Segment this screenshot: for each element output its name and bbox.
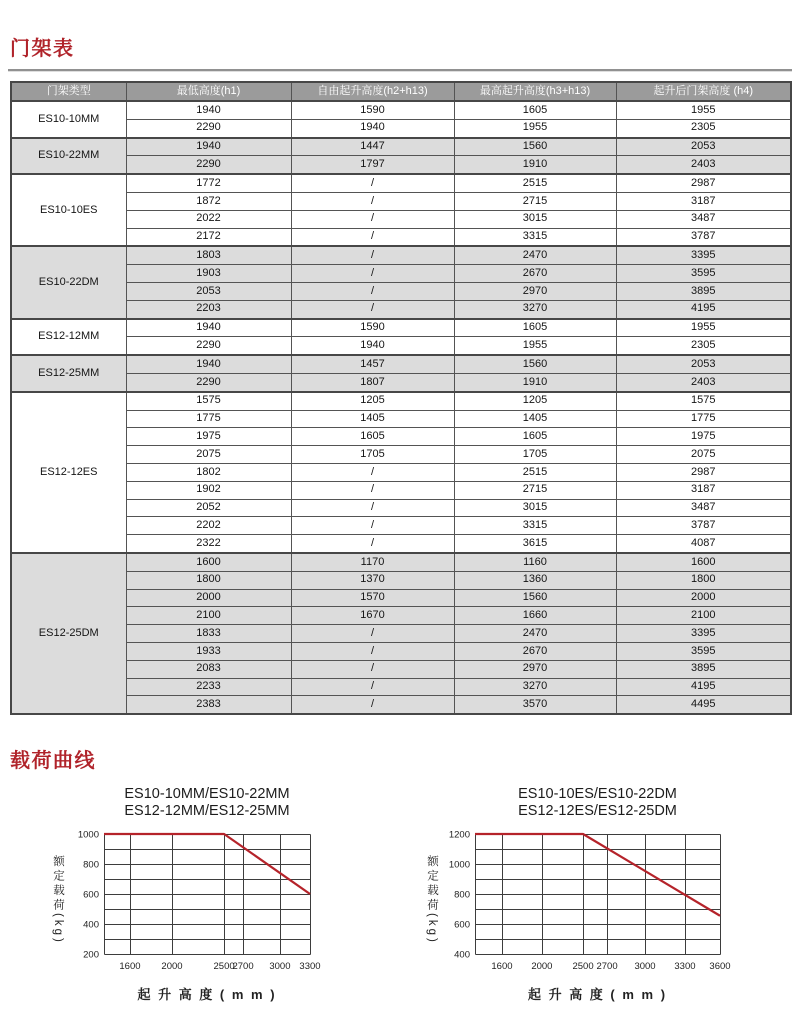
value-cell: 1605: [454, 101, 616, 119]
value-cell: 1605: [454, 319, 616, 337]
value-cell: 1975: [126, 428, 291, 446]
table-row: [11, 589, 791, 607]
chart-title: [104, 786, 310, 820]
mast-type-cell: ES10-10ES: [11, 174, 126, 246]
value-cell: 1975: [616, 428, 791, 446]
value-cell: 1955: [616, 101, 791, 119]
y-tick-label: 800: [83, 859, 99, 871]
value-cell: 1560: [454, 589, 616, 607]
x-axis-label: 起 升 高 度 ( m m ): [527, 987, 668, 1002]
value-cell: 2403: [616, 373, 791, 391]
chart-title-line2: ES12-12ES/ES12-25DM: [518, 803, 677, 819]
load-chart-mm-models: [44, 782, 344, 1010]
value-cell: /: [291, 625, 454, 643]
value-cell: 1405: [454, 410, 616, 428]
column-header-free-lift: 自由起升高度(h2+h13): [291, 82, 454, 101]
value-cell: 3615: [454, 535, 616, 553]
value-cell: 2053: [126, 282, 291, 300]
y-tick-label: 800: [454, 889, 470, 901]
value-cell: 2052: [126, 499, 291, 517]
value-cell: /: [291, 535, 454, 553]
y-tick-label: 600: [83, 889, 99, 901]
value-cell: 1940: [291, 119, 454, 137]
value-cell: 3270: [454, 678, 616, 696]
y-axis-label: 额定载荷(kg): [52, 855, 64, 945]
value-cell: 2100: [126, 607, 291, 625]
value-cell: 2470: [454, 246, 616, 264]
value-cell: 3787: [616, 228, 791, 246]
value-cell: 1910: [454, 156, 616, 174]
mast-type-cell: ES12-25MM: [11, 355, 126, 392]
value-cell: /: [291, 210, 454, 228]
value-cell: 1660: [454, 607, 616, 625]
value-cell: 2987: [616, 174, 791, 192]
value-cell: 1170: [291, 553, 454, 571]
value-cell: 3270: [454, 300, 616, 318]
value-cell: 1902: [126, 481, 291, 499]
table-row: [11, 282, 791, 300]
value-cell: 1457: [291, 355, 454, 373]
value-cell: 1205: [454, 392, 616, 410]
x-tick-label: 3300: [299, 961, 321, 972]
load-curve-plot: [431, 828, 741, 986]
horizontal-divider: [8, 69, 792, 72]
value-cell: 2515: [454, 174, 616, 192]
value-cell: 2715: [454, 192, 616, 210]
value-cell: 1903: [126, 265, 291, 283]
value-cell: 2053: [616, 138, 791, 156]
value-cell: /: [291, 642, 454, 660]
mast-table: [10, 81, 792, 715]
table-row: [11, 138, 791, 156]
table-row: [11, 696, 791, 714]
value-cell: 1955: [616, 319, 791, 337]
x-tick-label: 3600: [709, 961, 731, 972]
value-cell: 1940: [291, 337, 454, 355]
value-cell: 2202: [126, 517, 291, 535]
value-cell: 1940: [126, 138, 291, 156]
table-row: [11, 392, 791, 410]
value-cell: 1605: [291, 428, 454, 446]
value-cell: 3595: [616, 265, 791, 283]
table-row: [11, 463, 791, 481]
value-cell: /: [291, 282, 454, 300]
table-row: [11, 156, 791, 174]
mast-type-cell: ES12-12ES: [11, 392, 126, 553]
value-cell: 1560: [454, 138, 616, 156]
value-cell: 2670: [454, 642, 616, 660]
value-cell: 3315: [454, 517, 616, 535]
value-cell: 1670: [291, 607, 454, 625]
mast-type-cell: ES12-25DM: [11, 553, 126, 714]
chart-title: [475, 786, 720, 820]
value-cell: /: [291, 499, 454, 517]
table-row: [11, 337, 791, 355]
value-cell: 1160: [454, 553, 616, 571]
value-cell: 2075: [616, 446, 791, 464]
table-row: [11, 553, 791, 571]
value-cell: 2403: [616, 156, 791, 174]
x-tick-label: 2500: [213, 961, 235, 972]
load-chart-es-dm-models: [415, 782, 760, 1010]
y-axis-label: 额定载荷(kg): [426, 855, 438, 945]
y-tick-label: 1000: [77, 829, 99, 841]
value-cell: 1447: [291, 138, 454, 156]
value-cell: 1802: [126, 463, 291, 481]
value-cell: 1940: [126, 101, 291, 119]
value-cell: 3315: [454, 228, 616, 246]
table-row: [11, 481, 791, 499]
value-cell: 2100: [616, 607, 791, 625]
value-cell: 2290: [126, 373, 291, 391]
value-cell: 3187: [616, 192, 791, 210]
value-cell: 1575: [616, 392, 791, 410]
value-cell: 3187: [616, 481, 791, 499]
mast-type-cell: ES10-22MM: [11, 138, 126, 175]
column-header-extended-height: 起升后门架高度 (h4): [616, 82, 791, 101]
value-cell: 1775: [616, 410, 791, 428]
value-cell: 1797: [291, 156, 454, 174]
value-cell: 2670: [454, 265, 616, 283]
value-cell: 1933: [126, 642, 291, 660]
column-header-max-lift: 最高起升高度(h3+h13): [454, 82, 616, 101]
table-row: [11, 174, 791, 192]
value-cell: 1940: [126, 355, 291, 373]
value-cell: 1590: [291, 319, 454, 337]
value-cell: 4195: [616, 678, 791, 696]
table-row: [11, 355, 791, 373]
mast-type-cell: ES10-22DM: [11, 246, 126, 318]
y-tick-label: 400: [83, 919, 99, 931]
value-cell: 2290: [126, 337, 291, 355]
y-tick-label: 1200: [448, 829, 470, 841]
x-tick-label: 2000: [161, 961, 183, 972]
value-cell: 2290: [126, 156, 291, 174]
value-cell: 3395: [616, 246, 791, 264]
x-tick-label: 1600: [119, 961, 141, 972]
value-cell: 1705: [291, 446, 454, 464]
value-cell: /: [291, 174, 454, 192]
table-row: [11, 642, 791, 660]
table-row: [11, 428, 791, 446]
value-cell: 2203: [126, 300, 291, 318]
column-header-min-height: 最低高度(h1): [126, 82, 291, 101]
table-row: [11, 319, 791, 337]
value-cell: 2715: [454, 481, 616, 499]
value-cell: /: [291, 696, 454, 714]
value-cell: /: [291, 300, 454, 318]
chart-title-line1: ES10-10ES/ES10-22DM: [518, 786, 677, 802]
table-row: [11, 607, 791, 625]
value-cell: 1775: [126, 410, 291, 428]
value-cell: /: [291, 246, 454, 264]
value-cell: 3487: [616, 499, 791, 517]
value-cell: 2075: [126, 446, 291, 464]
table-row: [11, 625, 791, 643]
value-cell: 2970: [454, 282, 616, 300]
table-row: [11, 535, 791, 553]
value-cell: 1600: [126, 553, 291, 571]
table-row: [11, 119, 791, 137]
value-cell: 1872: [126, 192, 291, 210]
value-cell: 2970: [454, 660, 616, 678]
table-row: [11, 678, 791, 696]
load-curve-plot: [60, 828, 330, 986]
value-cell: 1807: [291, 373, 454, 391]
value-cell: 2987: [616, 463, 791, 481]
mast-type-cell: ES12-12MM: [11, 319, 126, 356]
value-cell: 1955: [454, 337, 616, 355]
value-cell: 1910: [454, 373, 616, 391]
table-row: [11, 228, 791, 246]
table-row: [11, 300, 791, 318]
value-cell: 2470: [454, 625, 616, 643]
value-cell: 1570: [291, 589, 454, 607]
value-cell: 1772: [126, 174, 291, 192]
x-tick-label: 2000: [531, 961, 553, 972]
value-cell: 3570: [454, 696, 616, 714]
value-cell: /: [291, 481, 454, 499]
table-row: [11, 660, 791, 678]
value-cell: 2053: [616, 355, 791, 373]
x-tick-label: 3000: [634, 961, 656, 972]
value-cell: 3395: [616, 625, 791, 643]
value-cell: /: [291, 517, 454, 535]
table-row: [11, 499, 791, 517]
value-cell: 1205: [291, 392, 454, 410]
value-cell: 2305: [616, 337, 791, 355]
x-tick-label: 3000: [269, 961, 291, 972]
table-row: [11, 517, 791, 535]
section-title-mast-table: 门架表: [10, 38, 75, 60]
x-tick-label: 1600: [491, 961, 513, 972]
table-row: [11, 373, 791, 391]
value-cell: 2000: [616, 589, 791, 607]
column-header-mast-type: 门架类型: [11, 82, 126, 101]
mast-table-header-row: [11, 82, 791, 101]
value-cell: 2515: [454, 463, 616, 481]
y-tick-label: 200: [83, 949, 99, 961]
value-cell: 1800: [616, 571, 791, 589]
value-cell: 2383: [126, 696, 291, 714]
x-tick-label: 2500: [572, 961, 594, 972]
table-row: [11, 446, 791, 464]
value-cell: 1705: [454, 446, 616, 464]
value-cell: 2022: [126, 210, 291, 228]
y-tick-label: 600: [454, 919, 470, 931]
table-row: [11, 101, 791, 119]
value-cell: /: [291, 192, 454, 210]
section-title-load-curves: 载荷曲线: [10, 750, 96, 772]
table-row: [11, 265, 791, 283]
value-cell: /: [291, 265, 454, 283]
y-tick-label: 400: [454, 949, 470, 961]
value-cell: /: [291, 228, 454, 246]
y-tick-label: 1000: [448, 859, 470, 871]
x-tick-label: 2700: [596, 961, 618, 972]
value-cell: 3895: [616, 660, 791, 678]
value-cell: /: [291, 678, 454, 696]
value-cell: /: [291, 660, 454, 678]
table-row: [11, 210, 791, 228]
value-cell: /: [291, 463, 454, 481]
value-cell: 1575: [126, 392, 291, 410]
mast-table-body: [11, 101, 791, 714]
value-cell: 4087: [616, 535, 791, 553]
value-cell: 3787: [616, 517, 791, 535]
table-row: [11, 246, 791, 264]
value-cell: 1405: [291, 410, 454, 428]
value-cell: 1803: [126, 246, 291, 264]
value-cell: 3595: [616, 642, 791, 660]
table-row: [11, 192, 791, 210]
value-cell: 4495: [616, 696, 791, 714]
value-cell: 3895: [616, 282, 791, 300]
value-cell: 3015: [454, 499, 616, 517]
value-cell: 4195: [616, 300, 791, 318]
value-cell: 1560: [454, 355, 616, 373]
value-cell: 1833: [126, 625, 291, 643]
value-cell: 2000: [126, 589, 291, 607]
value-cell: 1370: [291, 571, 454, 589]
value-cell: 1360: [454, 571, 616, 589]
value-cell: 1605: [454, 428, 616, 446]
value-cell: 2305: [616, 119, 791, 137]
table-row: [11, 571, 791, 589]
value-cell: 2322: [126, 535, 291, 553]
mast-type-cell: ES10-10MM: [11, 101, 126, 138]
value-cell: 2172: [126, 228, 291, 246]
value-cell: 1600: [616, 553, 791, 571]
value-cell: 1955: [454, 119, 616, 137]
value-cell: 3015: [454, 210, 616, 228]
rated-load-curve: [475, 834, 720, 916]
x-axis-label: 起 升 高 度 ( m m ): [137, 987, 277, 1002]
x-tick-label: 3300: [674, 961, 696, 972]
table-row: [11, 410, 791, 428]
value-cell: 1590: [291, 101, 454, 119]
value-cell: 3487: [616, 210, 791, 228]
value-cell: 2290: [126, 119, 291, 137]
value-cell: 1800: [126, 571, 291, 589]
chart-title-line1: ES10-10MM/ES10-22MM: [124, 786, 290, 802]
x-tick-label: 2700: [232, 961, 254, 972]
value-cell: 2233: [126, 678, 291, 696]
chart-title-line2: ES12-12MM/ES12-25MM: [124, 803, 290, 819]
value-cell: 1940: [126, 319, 291, 337]
value-cell: 2083: [126, 660, 291, 678]
